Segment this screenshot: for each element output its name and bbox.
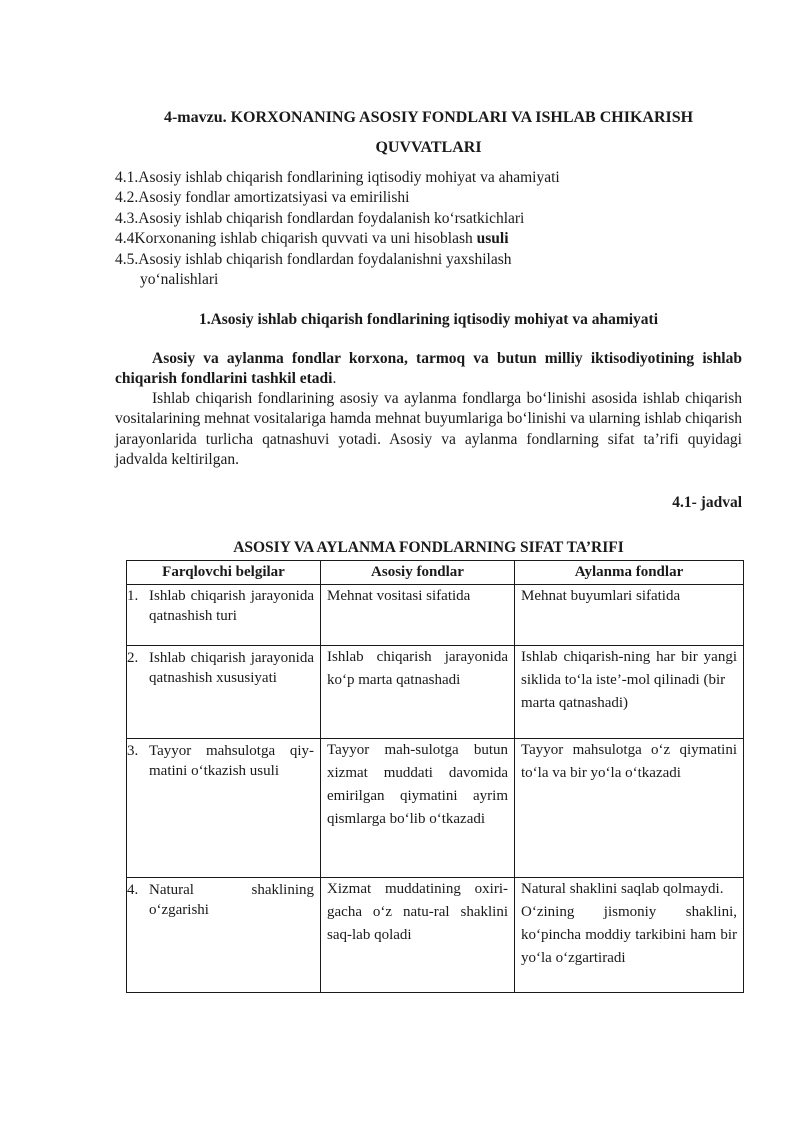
paragraph-body: Ishlab chiqarish fondlarining asosiy va aylanma fondlarga boʻlinishi asosida ishlab chiqarish vositalarining mehnat vositalariga hamda mehnat buyumlariga boʻlinishi va ularning ishlab chiqarish jarayonlarida turlicha qatnashuvi yotadi. Asosiy va aylanma fondlarning sifat ta’rifi quyidagi jadvalda keltirilgan. [115, 390, 742, 469]
table-row [127, 878, 744, 993]
toc-item-4 [115, 229, 742, 249]
row3-feature: Tayyor mahsulotga qiy-matini oʻtkazish usuli [149, 743, 314, 779]
topic-title-line2: QUVVATLARI [375, 139, 482, 156]
row1-number: 1. [127, 588, 139, 604]
section-heading: 1.Asosiy ishlab chiqarish fondlarining iqtisodiy mohiyat va ahamiyati [198, 311, 659, 328]
row1-asosiy: Mehnat vositasi sifatida [327, 588, 471, 604]
row4-asosiy: Xizmat muddatining oxiri-gacha oʻz natu-ral shaklini saq-lab qoladi [327, 881, 508, 943]
row2-feature-cell [127, 646, 321, 739]
topic-title-line1: 4-mavzu. KORXONANING ASOSIY FONDLARI VA ISHLAB CHIKARISH [163, 109, 694, 126]
row4-feature-cell [127, 878, 321, 993]
table-header-row [127, 561, 744, 585]
paragraph-bold-text: Asosiy va aylanma fondlar korxona, tarmoq va butun milliy iktisodiyotining ishlab chiqarish fondlarini tashkil etadi [115, 350, 742, 388]
header-asosiy: Asosiy fondlar [321, 561, 515, 585]
row1-aylanma-cell [515, 585, 744, 646]
toc-item-5: 4.5.Asosiy ishlab chiqarish fondlardan foydalanishni yaxshilash [115, 250, 512, 268]
table-row [127, 739, 744, 878]
paragraph-bold [115, 349, 742, 390]
row4-feature: Natural shaklining oʻzgarishi [149, 882, 314, 918]
row3-aylanma: Tayyor mahsulotga oʻz qiymatini toʻla va bir yoʻla oʻtkazadi [521, 742, 737, 781]
row4-aylanma: Natural shaklini saqlab qolmaydi. [521, 881, 724, 897]
toc-item-2: 4.2.Asosiy fondlar amortizatsiyasi va emirilishi [115, 189, 410, 207]
row3-asosiy: Tayyor mah-sulotga butun xizmat muddati davomida emirilgan qiymatini ayrim qismlarga boʻlib oʻtkazadi [327, 742, 508, 827]
row2-asosiy-cell [321, 646, 515, 739]
paragraph-bold-period: . [332, 370, 337, 388]
row2-aylanma: Ishlab chiqarish-ning har bir yangi siklida toʻla iste’-mol qilinadi (bir [521, 649, 737, 688]
toc-item-5-continued: yoʻnalishlari [140, 271, 219, 289]
row4-asosiy-cell [321, 878, 515, 993]
row3-feature-cell [127, 739, 321, 878]
table-row [127, 646, 744, 739]
table-of-contents [115, 168, 742, 290]
toc-item-4-bold: usuli [476, 230, 509, 248]
comparison-table [126, 560, 744, 993]
row1-feature: Ishlab chiqarish jarayonida qatnashish turi [149, 588, 314, 624]
row1-asosiy-cell [321, 585, 515, 646]
header-feature: Farqlovchi belgilar [127, 561, 321, 585]
row1-feature-cell [127, 585, 321, 646]
row2-number: 2. [127, 650, 139, 666]
toc-item-4-text: 4.4Korxonaning ishlab chiqarish quvvati va uni hisoblash [115, 230, 477, 248]
table-title: ASOSIY VA AYLANMA FONDLARNING SIFAT TA’RIFI [233, 539, 624, 556]
table-reference: 4.1- jadval [672, 494, 742, 511]
toc-item-1: 4.1.Asosiy ishlab chiqarish fondlarining iqtisodiy mohiyat va ahamiyati [115, 169, 560, 186]
row4-number: 4. [127, 882, 139, 898]
row2-aylanma-cell [515, 646, 744, 739]
row4-aylanma-continued: Oʻzining jismoniy shaklini, koʻpincha moddiy tarkibini ham bir yoʻla oʻzgartiradi [521, 904, 737, 966]
header-aylanma: Aylanma fondlar [515, 561, 744, 585]
row3-number: 3. [127, 743, 139, 759]
row3-aylanma-cell [515, 739, 744, 878]
row4-aylanma-cell [515, 878, 744, 993]
row2-aylanma-continued: marta qatnashadi) [521, 695, 629, 711]
row2-asosiy: Ishlab chiqarish jarayonida koʻp marta qatnashadi [327, 649, 508, 688]
table-row [127, 585, 744, 646]
row3-asosiy-cell [321, 739, 515, 878]
row1-aylanma: Mehnat buyumlari sifatida [521, 588, 681, 604]
row2-feature: Ishlab chiqarish jarayonida qatnashish xususiyati [149, 650, 314, 686]
toc-item-3: 4.3.Asosiy ishlab chiqarish fondlardan foydalanish koʻrsatkichlari [115, 209, 525, 227]
